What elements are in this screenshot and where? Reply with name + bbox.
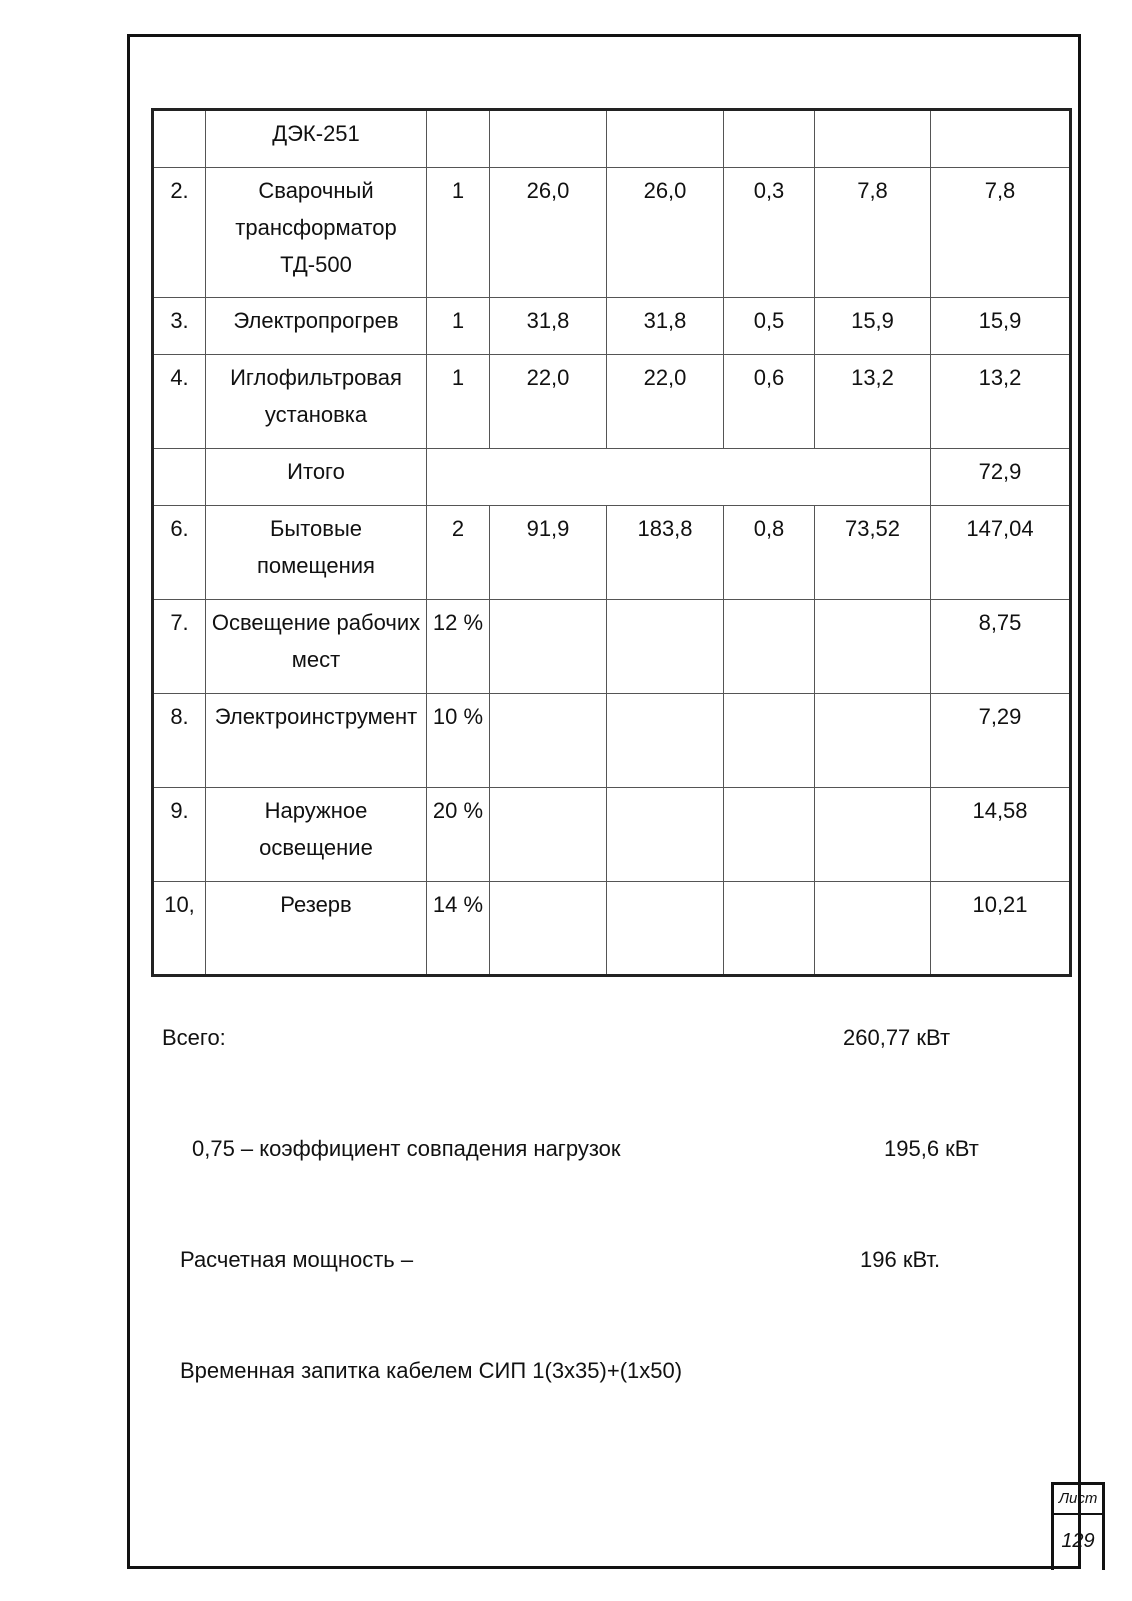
table-cell [427,110,490,168]
table-row [153,694,1071,788]
table-row-itogo [153,449,1071,506]
table-cell: 7,8 [931,168,1071,298]
table-cell: 13,2 [931,355,1071,449]
table-row [153,506,1071,600]
table-cell: 31,8 [490,298,607,355]
table-cell [724,110,815,168]
table-cell [490,788,607,882]
load-table [151,108,1072,977]
table-cell: 1 [427,168,490,298]
table-cell [724,694,815,788]
table-cell [153,449,206,506]
table-cell: 14,58 [931,788,1071,882]
total-label: Всего: [162,1025,226,1050]
table-cell: 22,0 [607,355,724,449]
coefficient-value: 195,6 кВт [884,1136,979,1161]
table-cell [815,694,931,788]
table-cell: Электроинструмент [206,694,427,788]
table-cell: 183,8 [607,506,724,600]
table-cell [607,600,724,694]
table-row [153,298,1071,355]
table-cell [815,110,931,168]
table-cell [815,882,931,976]
table-cell: 20 % [427,788,490,882]
table-cell: 10 % [427,694,490,788]
sheet-number: 129 [1061,1530,1095,1552]
table-cell: 13,2 [815,355,931,449]
table-cell: 0,3 [724,168,815,298]
table-cell [427,449,931,506]
table-cell: 15,9 [815,298,931,355]
coefficient-label: 0,75 – коэффициент совпадения нагрузок [192,1136,621,1161]
cable-note: Временная запитка кабелем СИП 1(3х35)+(1х50) [180,1358,683,1383]
sheet-stamp [1051,1482,1105,1570]
table-cell [724,882,815,976]
table-cell: Электропрогрев [206,298,427,355]
table-cell: 7,29 [931,694,1071,788]
table-cell: 3. [153,298,206,355]
table-row [153,355,1071,449]
table-cell: Освещение рабочих мест [206,600,427,694]
table-cell [724,788,815,882]
calc-power-label: Расчетная мощность – [180,1247,414,1272]
table-cell: 8. [153,694,206,788]
table-cell: 12 % [427,600,490,694]
table-cell: 10,21 [931,882,1071,976]
table-cell: 0,5 [724,298,815,355]
table-cell [815,788,931,882]
table-cell: 1 [427,355,490,449]
table-cell: Наружное освещение [206,788,427,882]
table-cell: 2 [427,506,490,600]
table-cell [815,600,931,694]
table-cell: 26,0 [607,168,724,298]
table-cell [931,110,1071,168]
table-cell [607,882,724,976]
table-cell: 26,0 [490,168,607,298]
table-cell: ДЭК-251 [206,110,427,168]
table-cell: 2. [153,168,206,298]
table-row [153,882,1071,976]
table-cell [490,694,607,788]
table-cell: 22,0 [490,355,607,449]
table-cell: 9. [153,788,206,882]
table-cell [490,600,607,694]
sheet-label: Лист [1054,1485,1102,1515]
table-cell: Сварочный трансформатор ТД-500 [206,168,427,298]
itogo-value: 72,9 [931,449,1071,506]
table-cell: 8,75 [931,600,1071,694]
table-cell [153,110,206,168]
table-cell: 7,8 [815,168,931,298]
table-cell: 91,9 [490,506,607,600]
table-cell: 6. [153,506,206,600]
total-value: 260,77 кВт [843,1025,951,1050]
table-row [153,600,1071,694]
table-cell [490,110,607,168]
table-cell: 4. [153,355,206,449]
table-row [153,788,1071,882]
table-cell: 73,52 [815,506,931,600]
table-row [153,110,1071,168]
table-cell: Бытовые помещения [206,506,427,600]
table-cell: Иглофильтровая установка [206,355,427,449]
table-cell [607,694,724,788]
itogo-label: Итого [206,449,427,506]
table-cell: 31,8 [607,298,724,355]
table-cell [607,788,724,882]
table-cell: 10, [153,882,206,976]
table-cell: Резерв [206,882,427,976]
table-row [153,168,1071,298]
table-cell [724,600,815,694]
table-cell: 147,04 [931,506,1071,600]
table-cell: 7. [153,600,206,694]
table-cell: 0,6 [724,355,815,449]
table-cell [607,110,724,168]
table-cell: 15,9 [931,298,1071,355]
table-cell: 0,8 [724,506,815,600]
calc-power-value: 196 кВт. [860,1247,941,1272]
table-cell: 1 [427,298,490,355]
table-cell [490,882,607,976]
table-cell: 14 % [427,882,490,976]
